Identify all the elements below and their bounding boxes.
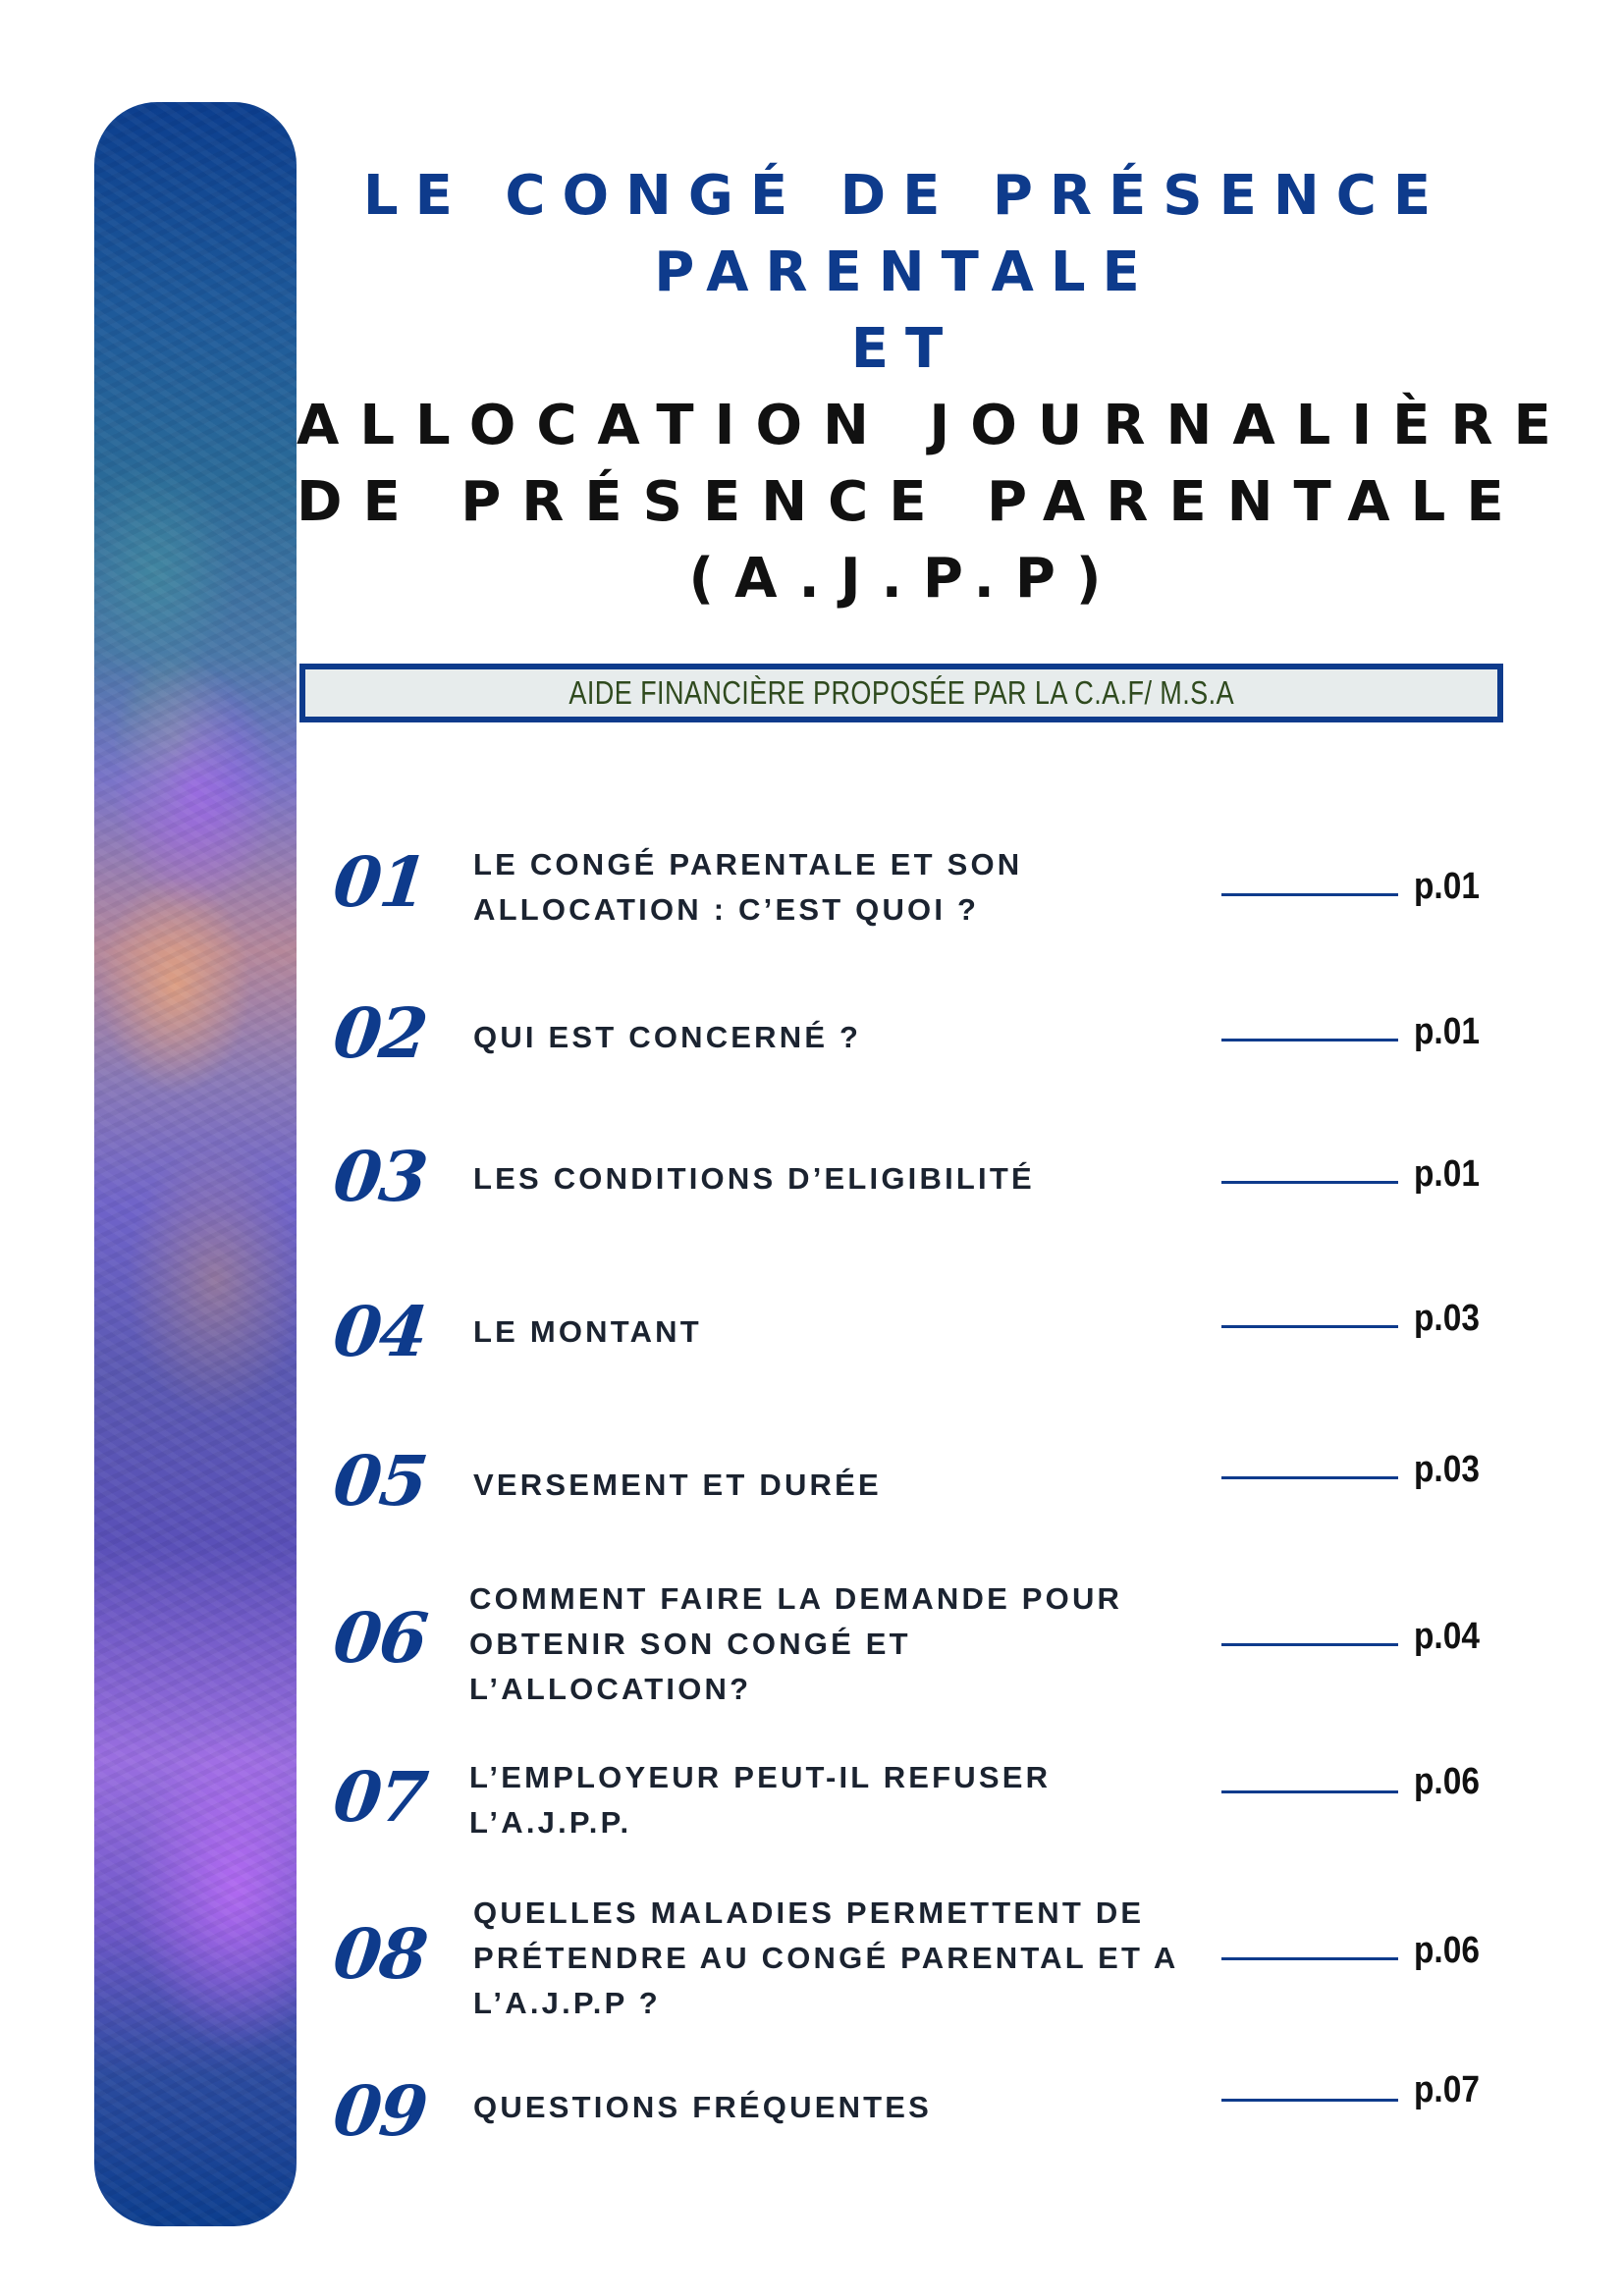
toc-leader-line: [1221, 1790, 1398, 1793]
toc-number: 09: [329, 2070, 430, 2152]
toc-leader-line: [1221, 1039, 1398, 1041]
toc-label-line: LE MONTANT: [473, 1314, 702, 1349]
toc-leader-line: [1221, 1325, 1398, 1328]
toc-label-line: COMMENT FAIRE LA DEMANDE POUR: [469, 1581, 1123, 1616]
toc-page-number: p.01: [1414, 1153, 1480, 1195]
toc-page-number: p.03: [1414, 1449, 1480, 1490]
toc-label: [473, 1891, 1178, 2026]
toc-leader-line: [1221, 2099, 1398, 2102]
title-line-1: LE CONGÉ DE PRÉSENCE: [362, 164, 1448, 228]
toc-label: [473, 1156, 1035, 1201]
toc-label: [473, 1015, 861, 1060]
toc-label-line: L’ALLOCATION?: [469, 1672, 752, 1706]
toc-label: [473, 1463, 882, 1508]
title-line-3: ET: [850, 317, 960, 381]
toc-label-line: QUI EST CONCERNÉ ?: [473, 1020, 862, 1054]
toc-number: 07: [329, 1756, 430, 1838]
document-title: [297, 157, 1572, 611]
toc-label-line: OBTENIR SON CONGÉ ET: [469, 1627, 911, 1661]
toc-label-line: L’EMPLOYEUR PEUT-IL REFUSER: [469, 1760, 1052, 1794]
toc-page-number: p.04: [1414, 1616, 1480, 1657]
decorative-gradient-band: [94, 102, 297, 2226]
toc-number: 03: [329, 1136, 430, 1217]
toc-page-number: p.06: [1414, 1930, 1480, 1971]
title-line-4: ALLOCATION JOURNALIÈRE: [297, 394, 1572, 457]
title-line-5: DE PRÉSENCE PARENTALE: [297, 470, 1525, 534]
toc-leader-line: [1221, 893, 1398, 896]
toc-number: 06: [329, 1597, 430, 1679]
toc-label: [473, 842, 1022, 933]
toc-page-number: p.06: [1414, 1761, 1480, 1802]
subtitle-text: AIDE FINANCIÈRE PROPOSÉE PAR LA C.A.F/ M.S.A: [568, 674, 1234, 711]
toc-page-number: p.07: [1414, 2069, 1480, 2110]
toc-label-line: QUESTIONS FRÉQUENTES: [473, 2090, 933, 2124]
toc-leader-line: [1221, 1476, 1398, 1479]
toc-leader-line: [1221, 1957, 1398, 1960]
toc-label-line: L’A.J.P.P.: [469, 1805, 632, 1840]
toc-label-line: L’A.J.P.P ?: [473, 1986, 661, 2020]
title-line-6: (A.J.P.P): [688, 547, 1122, 611]
toc-page-number: p.03: [1414, 1298, 1480, 1339]
title-line-2: PARENTALE: [654, 240, 1157, 304]
toc-label-line: VERSEMENT ET DURÉE: [473, 1468, 882, 1502]
toc-label-line: QUELLES MALADIES PERMETTENT DE: [473, 1896, 1145, 1930]
toc-label-line: ALLOCATION : C’EST QUOI ?: [473, 892, 980, 927]
toc-page-number: p.01: [1414, 866, 1480, 907]
toc-number: 05: [329, 1440, 430, 1522]
toc-number: 08: [329, 1913, 430, 1995]
toc-label-line: LE CONGÉ PARENTALE ET SON: [473, 847, 1023, 881]
toc-label: [473, 1309, 702, 1355]
toc-page-number: p.01: [1414, 1011, 1480, 1052]
toc-label-line: PRÉTENDRE AU CONGÉ PARENTAL ET A: [473, 1941, 1179, 1975]
toc-number: 01: [329, 841, 430, 923]
subtitle-banner: [299, 664, 1503, 722]
toc-leader-line: [1221, 1643, 1398, 1646]
toc-label-line: LES CONDITIONS D’ELIGIBILITÉ: [473, 1161, 1035, 1196]
toc-label: [469, 1576, 1122, 1712]
toc-leader-line: [1221, 1181, 1398, 1184]
toc-number: 04: [329, 1291, 430, 1372]
toc-label: [469, 1755, 1051, 1845]
toc-number: 02: [329, 992, 430, 1074]
toc-label: [473, 2085, 932, 2130]
